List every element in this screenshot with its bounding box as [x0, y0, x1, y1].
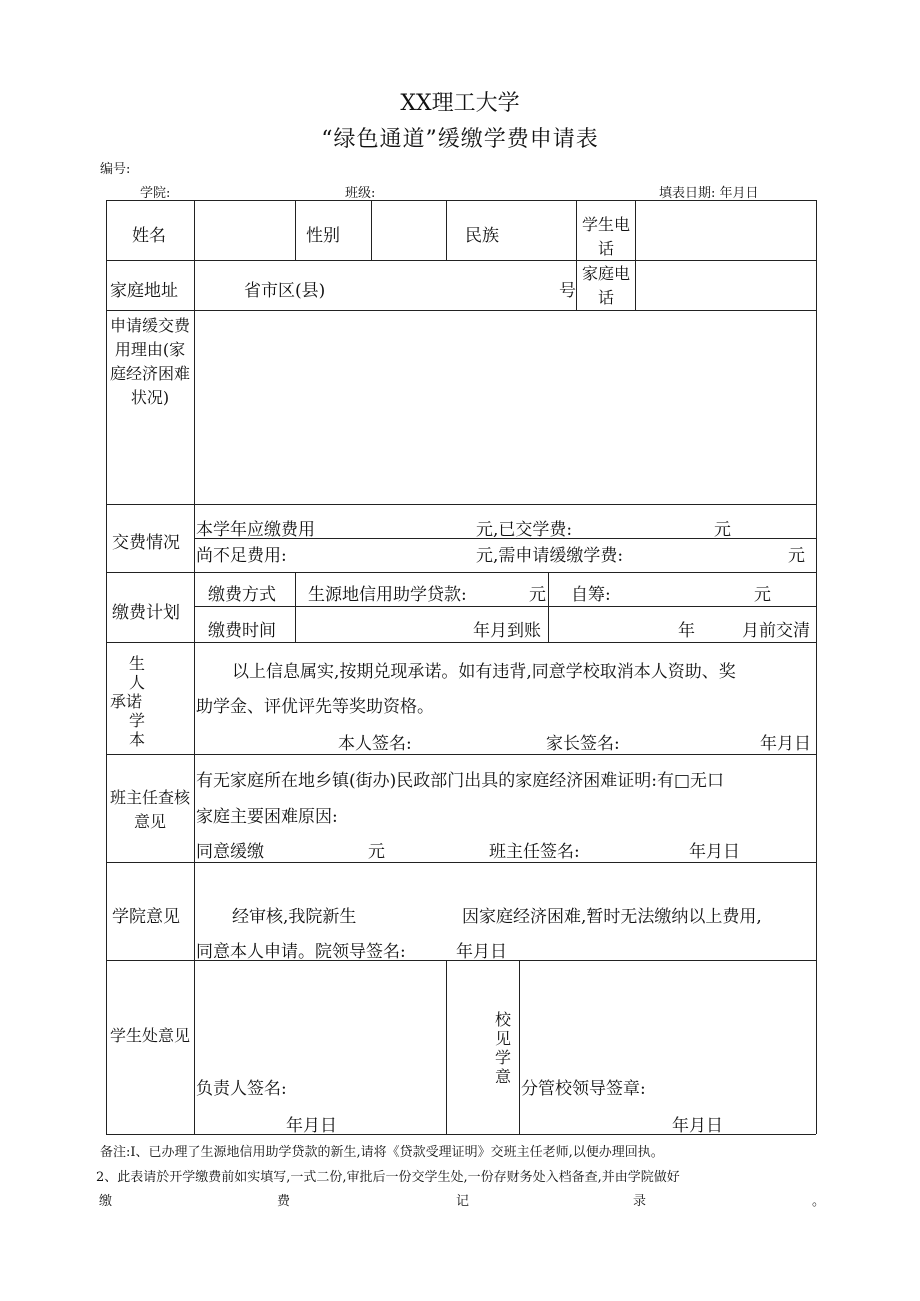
promise-text-line1: 以上信息属实,按期兑现承诺。如有违背,同意学校取消本人资助、奖: [232, 662, 736, 682]
grid-line: [446, 960, 447, 1134]
student-office-sign: 负责人签名:: [196, 1079, 287, 1099]
fees-line2-a: 尚不足费用:: [196, 546, 287, 566]
plan-time-label: 缴费时间: [208, 621, 276, 641]
plan-label: 缴费计划: [112, 603, 180, 623]
promise-label-1: 生: [129, 654, 146, 673]
fees-line1-b: 元,已交学费:: [476, 520, 573, 540]
number-label: 编号:: [100, 162, 131, 177]
grid-line: [106, 642, 816, 643]
promise-label-2: 人: [129, 673, 146, 692]
grid-line: [194, 200, 195, 1134]
student-office-label: 学生处意见: [110, 1026, 191, 1045]
note-line3-char2: 费: [277, 1194, 291, 1209]
home-phone-label: 家庭电话: [581, 264, 630, 307]
note-line1: 备注:I、已办理了生源地信用助学贷款的新生,请将《贷款受理证明》交班主任老师,以便办理回执。: [100, 1145, 664, 1160]
form-subtitle: “绿色通道”缓缴学费申请表: [321, 127, 599, 152]
grid-line: [106, 572, 816, 573]
promise-label-3: 承诺: [110, 692, 143, 711]
address-template: 省市区(县): [244, 281, 326, 301]
class-label: 班级:: [345, 186, 376, 201]
teacher-agree: 同意缓缴: [196, 842, 264, 862]
plan-arrival-text: 年月到账: [473, 621, 541, 641]
grid-line: [106, 260, 816, 261]
plan-loan-text: 生源地信用助学贷款:: [308, 585, 467, 605]
college-line1-b: 因家庭经济困难,暂时无法缴纳以上费用,: [462, 907, 762, 927]
name-label: 姓名: [132, 226, 166, 246]
fees-line2-b: 元,需申请缓缴学费:: [476, 546, 624, 566]
note-line2: 2、此表请於开学缴费前如实填写,一式二份,审批后一份交学生处,一份存财务处入档备查,并由学院做好: [96, 1170, 680, 1185]
school-label-4: 意: [494, 1067, 511, 1086]
note-line3-char1: 缴: [99, 1194, 113, 1209]
promise-parent-sign: 家长签名:: [546, 734, 620, 754]
student-office-date: 年月日: [286, 1116, 337, 1136]
promise-label-5: 本: [129, 730, 146, 749]
fees-line2-c: 元: [788, 546, 805, 566]
school-date: 年月日: [672, 1116, 723, 1136]
grid-line: [295, 200, 296, 260]
school-sign: 分管校领导签章:: [521, 1079, 646, 1099]
teacher-line2: 家庭主要困难原因:: [196, 807, 338, 827]
note-line3-char3: 记: [456, 1194, 470, 1209]
fees-label: 交费情况: [112, 533, 180, 553]
plan-self-unit: 元: [754, 585, 771, 605]
college-label: 学院:: [140, 186, 171, 201]
grid-line: [295, 572, 296, 642]
school-label-3: 学: [494, 1048, 511, 1067]
fees-line1-c: 元: [714, 520, 731, 540]
college-line1-a: 经审核,我院新生: [232, 907, 357, 927]
fees-line1-a: 本学年应缴费用: [196, 520, 315, 540]
grid-line: [106, 200, 107, 1134]
college-opinion-label: 学院意见: [112, 907, 180, 927]
teacher-sign: 班主任签名:: [489, 842, 580, 862]
grid-line: [106, 200, 816, 201]
gender-label: 性别: [306, 226, 340, 246]
promise-text-line2: 助学金、评优评先等奖助资格。: [196, 697, 434, 717]
grid-line: [371, 200, 372, 260]
promise-label-4: 学: [129, 711, 146, 730]
grid-line: [194, 606, 816, 607]
plan-year-text: 年: [678, 621, 695, 641]
teacher-unit: 元: [368, 842, 385, 862]
note-line3-char4: 录: [633, 1194, 647, 1209]
grid-line: [548, 572, 549, 642]
college-line2: 同意本人申请。院领导签名:: [196, 942, 406, 962]
address-number-suffix: 号: [559, 281, 576, 301]
reason-label: 申请缓交费用理由(家庭经济困难状况): [110, 316, 191, 407]
note-line3-char5: 。: [812, 1194, 826, 1209]
ethnicity-label: 民族: [465, 226, 499, 246]
plan-method-label: 缴费方式: [208, 585, 276, 605]
grid-line: [106, 504, 816, 505]
student-phone-label: 学生电话: [581, 215, 630, 258]
grid-line: [106, 862, 816, 863]
grid-line: [106, 310, 816, 311]
plan-clear-text: 月前交清: [742, 621, 810, 641]
teacher-label: 班主任查核意见: [110, 788, 191, 831]
college-date: 年月日: [456, 942, 507, 962]
school-label-2: 见: [494, 1029, 511, 1048]
school-label-1: 校: [494, 1010, 511, 1029]
form-title: XX理工大学: [400, 91, 520, 116]
grid-line: [106, 754, 816, 755]
grid-line: [816, 200, 817, 1134]
teacher-date: 年月日: [689, 842, 740, 862]
grid-line: [446, 200, 447, 260]
grid-line: [635, 200, 636, 310]
plan-self-text: 自筹:: [571, 585, 611, 605]
grid-line: [519, 960, 520, 1134]
address-label: 家庭地址: [110, 281, 178, 301]
promise-date: 年月日: [760, 734, 811, 754]
plan-loan-unit: 元: [529, 585, 546, 605]
teacher-line1: 有无家庭所在地乡镇(街办)民政部门出具的家庭经济困难证明:有□无口: [196, 771, 725, 791]
promise-self-sign: 本人签名:: [338, 734, 412, 754]
fill-date-label: 填表日期: 年月日: [659, 186, 759, 201]
